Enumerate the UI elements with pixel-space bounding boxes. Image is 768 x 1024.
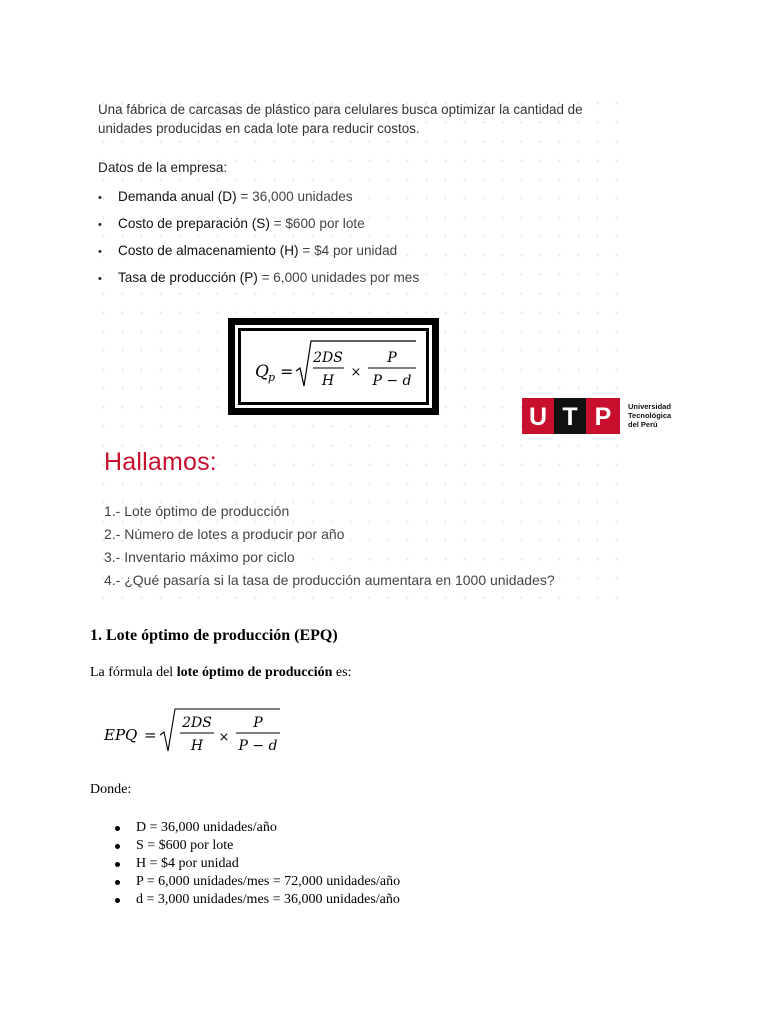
- question-item: 4.- ¿Qué pasaría si la tasa de producción aumentara en 1000 unidades?: [104, 572, 555, 588]
- epq-den2: P − d: [238, 738, 278, 754]
- datos-key: Tasa de producción (P): [118, 270, 258, 285]
- epq-den1: H: [190, 738, 204, 754]
- formula-num1: 2DS: [313, 350, 343, 366]
- epq-equals: =: [144, 726, 157, 744]
- variable-item: P = 6,000 unidades/mes = 72,000 unidades/año: [112, 873, 400, 891]
- question-item: 1.- Lote óptimo de producción: [104, 503, 290, 519]
- variable-item: H = $4 por unidad: [112, 855, 400, 873]
- formula-equals: =: [280, 362, 294, 381]
- question-item: 3.- Inventario máximo por ciclo: [104, 549, 295, 565]
- qp-formula: [241, 331, 424, 400]
- formula-den2: P − d: [372, 373, 412, 389]
- formula-num2: P: [387, 350, 397, 366]
- datos-item: [98, 241, 419, 268]
- datos-title: Datos de la empresa:: [98, 160, 228, 175]
- datos-value: = 6,000 unidades por mes: [257, 270, 420, 285]
- datos-value: = $600 por lote: [269, 216, 365, 231]
- epq-formula: [100, 703, 300, 763]
- variable-item: D = 36,000 unidades/año: [112, 819, 400, 837]
- datos-key: Costo de preparación (S): [118, 216, 270, 231]
- hallamos-title: Hallamos:: [104, 448, 217, 476]
- datos-value: = $4 por unidad: [298, 243, 398, 258]
- variable-item: S = $600 por lote: [112, 837, 400, 855]
- variables-list: [112, 819, 400, 909]
- intro-after: es:: [332, 665, 352, 680]
- utp-text-line-3: del Perú: [628, 420, 658, 429]
- utp-logo: [522, 398, 682, 434]
- datos-key: Costo de almacenamiento (H): [118, 243, 299, 258]
- epq-num1: 2DS: [182, 715, 212, 731]
- epq-num2: P: [253, 715, 263, 731]
- utp-letter-t: T: [562, 403, 578, 431]
- formula-lhs-sub: p: [268, 371, 276, 384]
- datos-item: [98, 187, 419, 214]
- formula-lhs: Q: [255, 362, 269, 382]
- section-heading: 1. Lote óptimo de producción (EPQ): [90, 627, 338, 644]
- problem-intro: Una fábrica de carcasas de plástico para celulares busca optimizar la cantidad de unidades producidas en cada lote para reducir costos.: [98, 102, 583, 136]
- formula-intro-paragraph: [90, 665, 351, 681]
- intro-bold: lote óptimo de producción: [176, 665, 333, 680]
- datos-list: [98, 187, 419, 295]
- datos-key: Demanda anual (D): [118, 189, 237, 204]
- intro-before: La fórmula del: [90, 665, 177, 680]
- utp-text-line-1: Universidad: [628, 402, 671, 411]
- datos-item: [98, 268, 419, 295]
- question-item: 2.- Número de lotes a producir por año: [104, 526, 345, 542]
- formula-box: [228, 318, 439, 415]
- epq-lhs: EPQ: [104, 726, 138, 744]
- datos-value: = 36,000 unidades: [236, 189, 353, 204]
- questions-list: [104, 501, 555, 593]
- utp-text-line-2: Tecnológica: [628, 411, 672, 420]
- formula-box-inner: [238, 328, 429, 405]
- utp-letter-u: U: [528, 403, 548, 431]
- formula-times: ×: [350, 365, 362, 380]
- epq-times: ×: [218, 730, 230, 745]
- donde-label: Donde:: [90, 782, 132, 797]
- formula-den1: H: [321, 373, 335, 389]
- datos-item: [98, 214, 419, 241]
- utp-letter-p: P: [594, 403, 612, 431]
- variable-item: d = 3,000 unidades/mes = 36,000 unidades/año: [112, 891, 400, 909]
